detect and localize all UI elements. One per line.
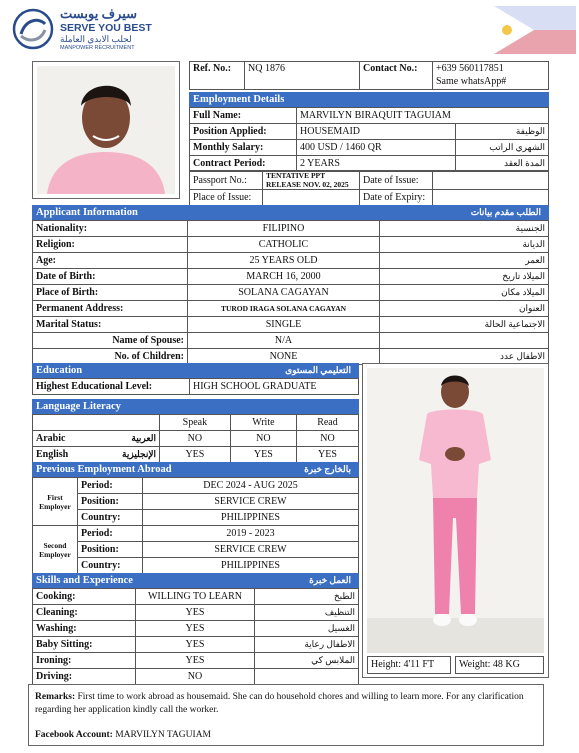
full-name-value: MARVILYN BIRAQUIT TAGUIAM [297,108,549,124]
english-speak: YES [160,447,231,463]
facebook-label: Facebook Account: [35,730,113,740]
passport-value: TENTATIVE PPT RELEASE NOV. 02, 2025 [263,171,360,190]
write-header: Write [230,415,296,431]
arabic-lang-ar: العربية [131,433,156,443]
education-title-ar: التعليمي المستوى [285,365,351,375]
remarks-text: First time to work abroad as housemaid. She can do household chores and willing to learn more. For any clarification regarding her application kindly call the worker. [35,692,524,715]
babysitting-label: Baby Sitting: [33,637,136,653]
english-read: YES [296,447,358,463]
driving-value: NO [136,669,255,685]
philippine-flag-icon [494,6,576,54]
passport-table [189,170,549,206]
brand-name: SERVE YOU BEST [60,22,152,34]
position-value: HOUSEMAID [297,124,456,140]
pob-ar: الميلاد مكان [380,285,549,301]
marital-label: Marital Status: [33,317,188,333]
ref-value: NQ 1876 [245,62,360,90]
driving-ar [255,669,359,685]
position-label-ar: الوظيفة [456,124,549,140]
cleaning-ar: التنظيف [255,605,359,621]
marital-value: SINGLE [188,317,380,333]
second-employer-label: Second Employer [33,526,78,574]
children-label: No. of Children: [33,349,188,365]
applicant-info-header [32,205,549,220]
remarks-label: Remarks: [35,692,76,702]
employment-table [189,107,549,172]
applicant-title-ar: الطلب مقدم بيانات [470,207,541,217]
dob-label: Date of Birth: [33,269,188,285]
skills-title-ar: العمل خبرة [309,575,351,585]
cooking-ar: الطبخ [255,589,359,605]
salary-label: Monthly Salary: [190,140,297,156]
contact-label: Contact No.: [360,62,433,90]
education-table [32,378,359,395]
first-country-label: Country: [78,510,143,526]
skills-header [32,573,359,588]
full-name-label: Full Name: [190,108,297,124]
spouse-value: N/A [188,333,380,349]
contact-value: +639 560117851 [436,63,504,74]
second-period-value: 2019 - 2023 [143,526,359,542]
contact-note: Same whatsApp# [436,76,507,87]
address-label: Permanent Address: [33,301,188,317]
nationality-label: Nationality: [33,221,188,237]
washing-label: Washing: [33,621,136,637]
remarks-box [28,684,544,746]
english-lang-cell [33,447,160,463]
height-value: Height: 4'11 FT [367,656,451,674]
pob-label: Place of Birth: [33,285,188,301]
nationality-ar: الجنسية [380,221,549,237]
facebook-value: MARVILYN TAGUIAM [115,730,211,740]
address-ar: العنوان [380,301,549,317]
full-body-photo-frame [362,363,549,678]
arabic-lang-label: Arabic [36,433,66,444]
issue-date-value [433,171,549,190]
employment-details-header [189,92,549,107]
contract-label-ar: المدة العقد [456,156,549,172]
cleaning-label: Cleaning: [33,605,136,621]
agency-logo [8,6,228,52]
headshot-photo-frame [32,61,180,199]
language-header [32,399,359,414]
language-corner-cell [33,415,160,431]
salary-value: 400 USD / 1460 QR [297,140,456,156]
salary-label-ar: الشهري الراتب [456,140,549,156]
age-ar: العمر [380,253,549,269]
expiry-label: Date of Expiry: [360,190,433,206]
speak-header: Speak [160,415,231,431]
applicant-table [32,220,549,365]
ref-label: Ref. No.: [190,62,245,90]
religion-value: CATHOLIC [188,237,380,253]
second-position-label: Position: [78,542,143,558]
issue-date-label: Date of Issue: [360,171,433,190]
ironing-ar: الملابس كي [255,653,359,669]
first-country-value: PHILIPPINES [143,510,359,526]
passport-label: Passport No.: [190,171,263,190]
applicant-title: Applicant Information [36,207,138,218]
spouse-ar [380,333,549,349]
previous-title-ar: بالخارج خبرة [304,464,351,474]
english-lang-label: English [36,449,69,460]
skills-table [32,588,359,685]
driving-label: Driving: [33,669,136,685]
children-ar: الاطفال عدد [380,349,549,365]
education-title: Education [36,365,83,376]
brand-arabic-name: سيرف يوبست [60,6,138,21]
arabic-speak: NO [160,431,231,447]
ironing-label: Ironing: [33,653,136,669]
previous-employment-header [32,462,359,477]
place-issue-value [263,190,360,206]
first-position-label: Position: [78,494,143,510]
read-header: Read [296,415,358,431]
pob-value: SOLANA CAGAYAN [188,285,380,301]
brand-tagline: MANPOWER RECRUITMENT [60,45,135,51]
nationality-value: FILIPINO [188,221,380,237]
dob-value: MARCH 16, 2000 [188,269,380,285]
education-value: HIGH SCHOOL GRADUATE [190,379,359,395]
first-position-value: SERVICE CREW [143,494,359,510]
remarks-paragraph [35,691,537,717]
arabic-read: NO [296,431,358,447]
language-table [32,414,359,463]
english-write: YES [230,447,296,463]
employment-title: Employment Details [193,94,285,105]
measurements-row [367,656,544,674]
place-issue-label: Place of Issue: [190,190,263,206]
second-country-label: Country: [78,558,143,574]
age-value: 25 YEARS OLD [188,253,380,269]
education-header [32,363,359,378]
headshot-photo [37,66,175,194]
logo-emblem-icon [12,8,54,50]
cooking-value: WILLING TO LEARN [136,589,255,605]
babysitting-ar: الاطفال رعاية [255,637,359,653]
second-country-value: PHILIPPINES [143,558,359,574]
washing-value: YES [136,621,255,637]
religion-ar: الديانة [380,237,549,253]
full-body-photo [367,368,544,653]
arabic-write: NO [230,431,296,447]
marital-ar: الاجتماعية الحالة [380,317,549,333]
first-employer-label: First Employer [33,478,78,526]
cleaning-value: YES [136,605,255,621]
arabic-lang-cell [33,431,160,447]
second-position-value: SERVICE CREW [143,542,359,558]
babysitting-value: YES [136,637,255,653]
dob-ar: الميلاد تاريخ [380,269,549,285]
second-period-label: Period: [78,526,143,542]
english-lang-ar: الإنجليزية [122,449,156,459]
washing-ar: الغسيل [255,621,359,637]
expiry-value [433,190,549,206]
language-title: Language Literacy [36,401,121,412]
contract-value: 2 YEARS [297,156,456,172]
first-period-label: Period: [78,478,143,494]
facebook-row [35,729,211,742]
first-period-value: DEC 2024 - AUG 2025 [143,478,359,494]
children-value: NONE [188,349,380,365]
spouse-label: Name of Spouse: [33,333,188,349]
address-value: TUROD IRAGA SOLANA CAGAYAN [188,301,380,317]
weight-value: Weight: 48 KG [455,656,544,674]
religion-label: Religion: [33,237,188,253]
contract-label: Contract Period: [190,156,297,172]
contact-cell [433,62,549,90]
brand-arabic-tagline: لجلب الايدي العاملة [60,34,132,44]
position-label: Position Applied: [190,124,297,140]
ironing-value: YES [136,653,255,669]
previous-employment-table [32,477,359,574]
skills-title: Skills and Experience [36,575,133,586]
education-label: Highest Educational Level: [33,379,190,395]
previous-title: Previous Employment Abroad [36,464,172,475]
age-label: Age: [33,253,188,269]
cooking-label: Cooking: [33,589,136,605]
ref-contact-table [189,61,549,90]
